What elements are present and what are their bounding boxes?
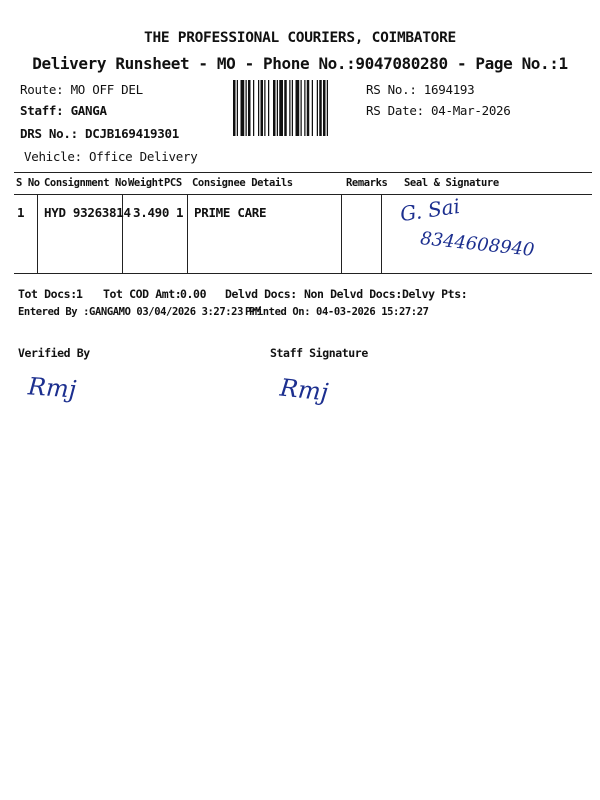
col-header-consignment: Consignment No: [44, 177, 127, 189]
vehicle-label: Vehicle: Office Delivery: [24, 149, 198, 164]
receiver-phone: 8344608940: [419, 228, 536, 261]
table-top-border: [14, 172, 592, 173]
rs-date: RS Date: 04-Mar-2026: [366, 103, 511, 118]
tot-docs-label: Tot Docs:: [18, 287, 77, 301]
barcode: [233, 80, 361, 136]
col-header-signature: Seal & Signature: [404, 177, 499, 189]
staff-sign: Rmj: [278, 373, 330, 407]
col-divider: [187, 194, 188, 273]
col-header-remarks: Remarks: [346, 177, 388, 189]
col-header-consignee: Consignee Details: [192, 177, 293, 189]
col-divider: [341, 194, 342, 273]
row-consignment-no: HYD 93263814: [44, 205, 131, 220]
tot-cod-label: Tot COD Amt:: [103, 287, 182, 301]
non-delvd-docs-label: Non Delvd Docs:: [304, 287, 402, 301]
table-header-border: [14, 194, 592, 195]
entered-by: Entered By :GANGAMO 03/04/2026 3:27:23 PM: [18, 306, 261, 318]
delvy-pts-label: Delvy Pts:: [402, 287, 468, 301]
verified-by-label: Verified By: [18, 346, 90, 360]
tot-cod-value: 0.00: [180, 287, 207, 301]
row-pcs: 1: [176, 205, 184, 220]
row-consignee: PRIME CARE: [194, 205, 267, 220]
receiver-signature: G. Sai: [398, 193, 462, 227]
col-divider: [381, 194, 382, 273]
staff-signature-label: Staff Signature: [270, 346, 368, 360]
runsheet-title: Delivery Runsheet - MO - Phone No.:9047080280 - Page No.:1: [32, 54, 568, 73]
company-title: THE PROFESSIONAL COURIERS, COIMBATORE: [144, 30, 456, 46]
table-bottom-border: [14, 273, 592, 274]
col-header-pcs: PCS: [164, 177, 182, 189]
col-header-weight: Weight: [128, 177, 164, 189]
route-label: Route: MO OFF DEL: [20, 82, 143, 97]
staff-label: Staff: GANGA: [20, 103, 107, 118]
drs-number: DRS No.: DCJB169419301: [20, 126, 179, 141]
tot-docs-value: 1: [76, 287, 83, 301]
row-sno: 1: [17, 205, 25, 220]
col-divider: [37, 194, 38, 273]
rs-number: RS No.: 1694193: [366, 82, 475, 97]
printed-on: Printed On: 04-03-2026 15:27:27: [245, 306, 429, 318]
verified-by-sign: Rmj: [27, 372, 78, 404]
row-weight: 3.490: [133, 205, 170, 220]
col-header-sno: S No: [16, 177, 40, 189]
delvd-docs-label: Delvd Docs:: [225, 287, 297, 301]
